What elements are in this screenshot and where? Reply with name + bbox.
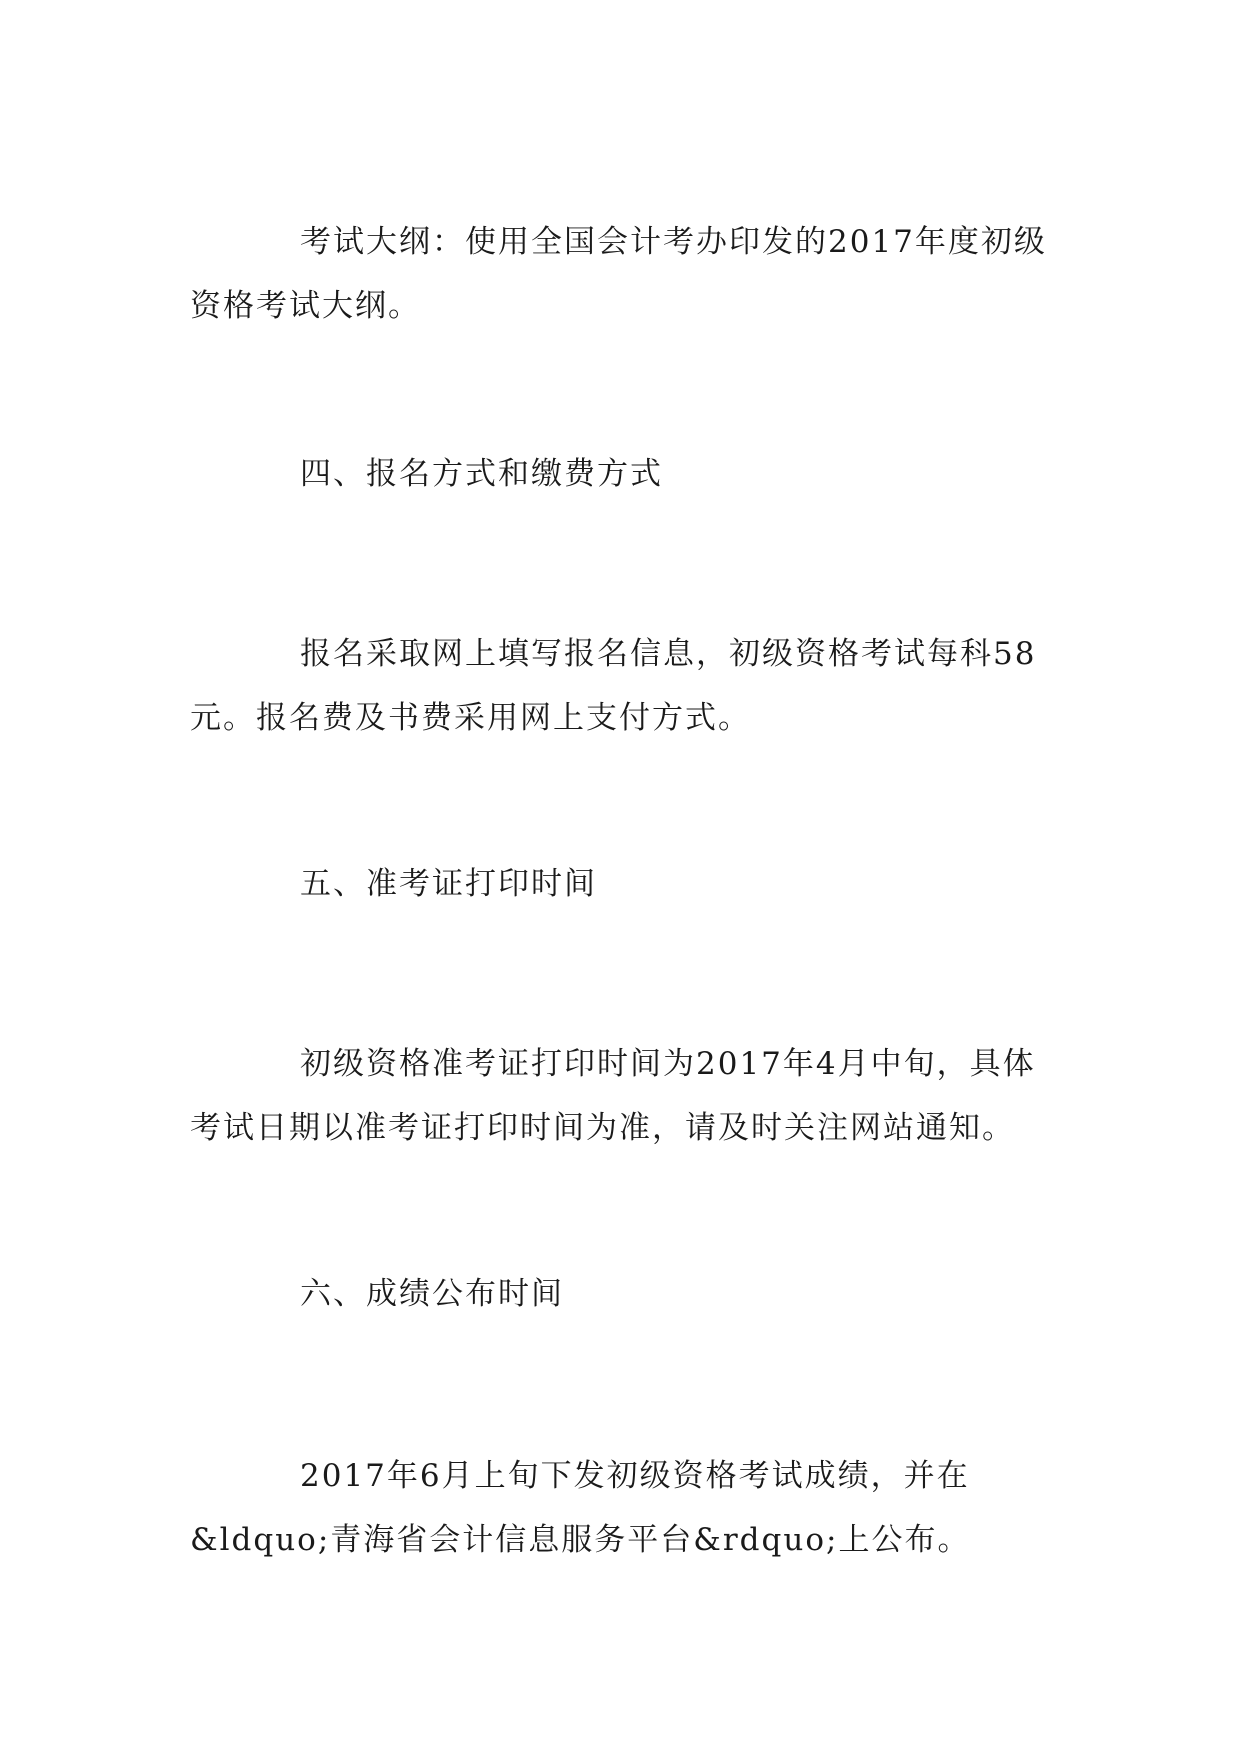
section-heading-admission-ticket: 五、准考证打印时间	[300, 866, 597, 902]
section-heading-registration-payment: 四、报名方式和缴费方式	[300, 456, 663, 492]
paragraph-results-release: 2017年6月上旬下发初级资格考试成绩，并在&ldquo;青海省会计信息服务平台&rdquo;上公布。	[190, 1458, 971, 1558]
paragraph-registration-fee: 报名采取网上填写报名信息，初级资格考试每科58元。报名费及书费采用网上支付方式。	[190, 636, 1037, 736]
section-heading-results-release: 六、成绩公布时间	[300, 1276, 564, 1312]
paragraph-exam-outline: 考试大纲：使用全国会计考办印发的2017年度初级资格考试大纲。	[190, 224, 1047, 324]
paragraph-admission-ticket: 初级资格准考证打印时间为2017年4月中旬，具体考试日期以准考证打印时间为准，请及时关注网站通知。	[190, 1046, 1036, 1146]
